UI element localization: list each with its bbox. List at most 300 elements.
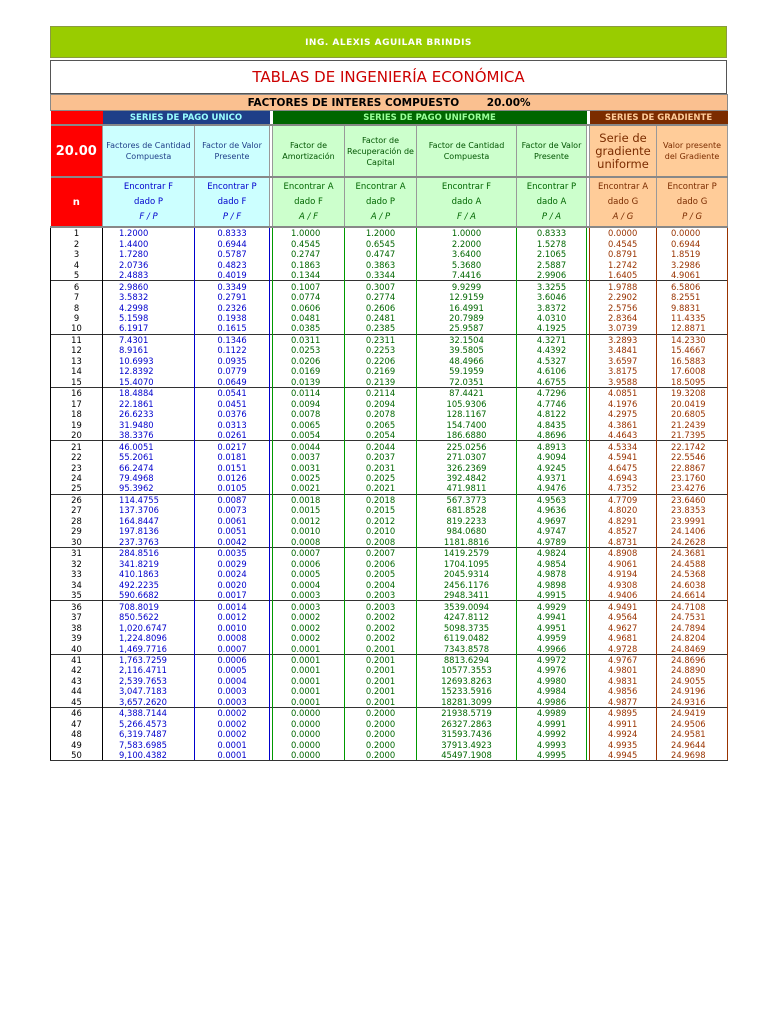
factor-cell: 20.7989 <box>417 313 517 323</box>
factor-cell: 3.2893 <box>590 334 657 345</box>
factor-cell: 4.9924 <box>590 729 657 739</box>
factor-cell: 3.2986 <box>657 259 728 269</box>
factor-cell: 0.1007 <box>273 281 345 292</box>
period-cell: 9 <box>51 313 103 323</box>
factor-cell: 0.0002 <box>273 633 345 643</box>
series-group-row <box>51 111 728 126</box>
factor-cell: 0.0114 <box>273 388 345 399</box>
table-row <box>51 473 728 483</box>
table-row <box>51 345 728 355</box>
table-row <box>51 399 728 409</box>
factor-cell: 4.4392 <box>517 345 587 355</box>
factor-cell: 392.4842 <box>417 473 517 483</box>
col-formula-pa <box>517 177 587 227</box>
factor-cell: 23.4276 <box>657 483 728 494</box>
col-given-label: dado G <box>607 196 639 207</box>
factor-cell: 15.4667 <box>657 345 728 355</box>
col-given-label: dado A <box>451 196 482 207</box>
interest-rate: 20.00% <box>486 96 531 109</box>
col-code-label: F / P <box>139 211 158 222</box>
factor-cell: 154.7400 <box>417 419 517 429</box>
factor-cell: 4.9945 <box>590 750 657 761</box>
factor-cell: 1.2742 <box>590 259 657 269</box>
table-row <box>51 601 728 612</box>
period-cell: 8 <box>51 302 103 312</box>
factor-cell: 6.1917 <box>103 323 195 334</box>
factor-cell: 4.9911 <box>590 719 657 729</box>
period-cell: 3 <box>51 249 103 259</box>
period-cell: 20 <box>51 430 103 441</box>
factor-cell: 7,583.6985 <box>103 740 195 750</box>
factor-cell: 8.2551 <box>657 292 728 302</box>
factor-cell: 4.1925 <box>517 323 587 334</box>
col-code-label: P / F <box>222 211 242 222</box>
period-cell: 44 <box>51 686 103 696</box>
factor-cell: 0.0004 <box>195 676 270 686</box>
factor-cell: 2.5756 <box>590 302 657 312</box>
factor-cell: 0.0002 <box>195 719 270 729</box>
period-cell: 45 <box>51 697 103 708</box>
factor-cell: 4.6106 <box>517 366 587 376</box>
period-cell: 49 <box>51 740 103 750</box>
factor-cell: 4.9767 <box>590 654 657 665</box>
factor-cell: 24.8469 <box>657 643 728 654</box>
factor-cell: 5.1598 <box>103 313 195 323</box>
period-cell: 28 <box>51 516 103 526</box>
factor-cell: 24.9581 <box>657 729 728 739</box>
factor-cell: 2.5887 <box>517 259 587 269</box>
factor-cell: 0.0000 <box>273 719 345 729</box>
factor-cell: 4.6475 <box>590 462 657 472</box>
factor-cell: 0.2000 <box>345 750 417 761</box>
group-uniform-series: SERIES DE PAGO UNIFORME <box>273 111 587 126</box>
factor-cell: 0.0014 <box>195 601 270 612</box>
factor-cell: 0.0008 <box>273 537 345 548</box>
table-row <box>51 366 728 376</box>
table-row <box>51 441 728 452</box>
factor-cell: 0.0001 <box>273 654 345 665</box>
factor-cell: 3539.0094 <box>417 601 517 612</box>
factor-cell: 7.4416 <box>417 270 517 281</box>
factor-cell: 0.2253 <box>345 345 417 355</box>
period-cell: 46 <box>51 708 103 719</box>
factor-cell: 0.0024 <box>195 569 270 579</box>
factor-cell: 0.2001 <box>345 654 417 665</box>
factor-cell: 38.3376 <box>103 430 195 441</box>
factor-cell: 23.1760 <box>657 473 728 483</box>
period-cell: 29 <box>51 526 103 536</box>
factor-cell: 0.0003 <box>195 686 270 696</box>
col-name-pa: Factor de Valor Presente <box>517 125 587 177</box>
factor-cell: 567.3773 <box>417 494 517 505</box>
factor-cell: 4.9245 <box>517 462 587 472</box>
factor-cell: 0.6545 <box>345 238 417 248</box>
factor-cell: 0.0126 <box>195 473 270 483</box>
factor-cell: 24.3681 <box>657 548 728 559</box>
factor-cell: 2.9906 <box>517 270 587 281</box>
page-title: TABLAS DE INGENIERÍA ECONÓMICA <box>50 60 727 94</box>
table-row <box>51 419 728 429</box>
factor-cell: 0.2169 <box>345 366 417 376</box>
factor-cell: 0.0017 <box>195 590 270 601</box>
factor-cell: 24.9698 <box>657 750 728 761</box>
factor-cell: 24.4588 <box>657 559 728 569</box>
factor-cell: 0.2018 <box>345 494 417 505</box>
factor-cell: 4.9697 <box>517 516 587 526</box>
factor-cell: 0.0253 <box>273 345 345 355</box>
factor-cell: 21938.5719 <box>417 708 517 719</box>
period-cell: 15 <box>51 377 103 388</box>
table-row <box>51 612 728 622</box>
factor-cell: 4.3271 <box>517 334 587 345</box>
factor-cell: 45497.1908 <box>417 750 517 761</box>
factor-cell: 1.0000 <box>273 227 345 238</box>
factor-cell: 0.0044 <box>273 441 345 452</box>
factor-cell: 4.9636 <box>517 505 587 515</box>
factor-cell: 0.6944 <box>657 238 728 248</box>
factor-cell: 4.9898 <box>517 579 587 589</box>
factor-name-row <box>51 125 728 177</box>
factor-cell: 0.0935 <box>195 356 270 366</box>
factor-cell: 4.0851 <box>590 388 657 399</box>
col-formula-ag <box>590 177 657 227</box>
factor-cell: 4.8435 <box>517 419 587 429</box>
period-cell: 30 <box>51 537 103 548</box>
col-code-label: A / G <box>612 211 634 222</box>
col-name-fp: Factores de Cantidad Compuesta <box>103 125 195 177</box>
factor-cell: 0.3007 <box>345 281 417 292</box>
factor-cell: 4.5941 <box>590 452 657 462</box>
factor-cell: 0.0261 <box>195 430 270 441</box>
factor-cell: 0.0018 <box>273 494 345 505</box>
factor-cell: 18.4884 <box>103 388 195 399</box>
factor-cell: 4.9972 <box>517 654 587 665</box>
table-row <box>51 259 728 269</box>
factor-cell: 0.2001 <box>345 643 417 654</box>
factor-cell: 0.2078 <box>345 409 417 419</box>
factor-cell: 20.0419 <box>657 399 728 409</box>
factor-cell: 0.0774 <box>273 292 345 302</box>
factor-cell: 4.9371 <box>517 473 587 483</box>
factor-cell: 2.1065 <box>517 249 587 259</box>
factor-cell: 0.2015 <box>345 505 417 515</box>
factor-cell: 0.0078 <box>273 409 345 419</box>
factor-cell: 1.5278 <box>517 238 587 248</box>
factor-cell: 4.4643 <box>590 430 657 441</box>
factor-cell: 59.1959 <box>417 366 517 376</box>
table-row <box>51 579 728 589</box>
factor-table-sheet <box>50 26 727 761</box>
factor-cell: 24.2628 <box>657 537 728 548</box>
factor-cell: 4.6755 <box>517 377 587 388</box>
factor-cell: 37913.4923 <box>417 740 517 750</box>
factor-cell: 0.0029 <box>195 559 270 569</box>
factor-cell: 24.9055 <box>657 676 728 686</box>
period-cell: 6 <box>51 281 103 292</box>
col-name-pf: Factor de Valor Presente <box>195 125 270 177</box>
col-code-label: P / G <box>682 211 703 222</box>
factor-cell: 4.9856 <box>590 686 657 696</box>
factor-cell: 4.9989 <box>517 708 587 719</box>
factor-cell: 12.8871 <box>657 323 728 334</box>
factor-cell: 4.7746 <box>517 399 587 409</box>
table-row <box>51 740 728 750</box>
table-row <box>51 452 728 462</box>
period-cell: 38 <box>51 622 103 632</box>
factor-cell: 4.8913 <box>517 441 587 452</box>
factor-cell: 237.3763 <box>103 537 195 548</box>
factor-cell: 4.9935 <box>590 740 657 750</box>
factor-cell: 0.0481 <box>273 313 345 323</box>
factor-cell: 55.2061 <box>103 452 195 462</box>
col-name-fa: Factor de Cantidad Compuesta <box>417 125 517 177</box>
col-find-label: Encontrar A <box>283 181 334 192</box>
factor-cell: 4.9966 <box>517 643 587 654</box>
period-cell: 42 <box>51 665 103 675</box>
period-cell: 2 <box>51 238 103 248</box>
col-code-label: A / P <box>370 211 391 222</box>
factor-cell: 0.2139 <box>345 377 417 388</box>
table-row <box>51 249 728 259</box>
table-row <box>51 719 728 729</box>
factor-cell: 0.2025 <box>345 473 417 483</box>
factor-cell: 1.2000 <box>345 227 417 238</box>
period-cell: 10 <box>51 323 103 334</box>
group-gradient-series: SERIES DE GRADIENTE <box>590 111 728 126</box>
factor-cell: 0.2003 <box>345 590 417 601</box>
factor-code-row <box>51 177 728 227</box>
factor-cell: 4.7352 <box>590 483 657 494</box>
factor-cell: 0.2004 <box>345 579 417 589</box>
factor-cell: 25.9587 <box>417 323 517 334</box>
factor-cell: 0.2001 <box>345 665 417 675</box>
factor-cell: 0.2114 <box>345 388 417 399</box>
factor-cell: 128.1167 <box>417 409 517 419</box>
factor-cell: 4.9984 <box>517 686 587 696</box>
factor-cell: 3.4841 <box>590 345 657 355</box>
col-name-ap: Factor de Recuperación de Capital <box>345 125 417 177</box>
factor-cell: 4.9941 <box>517 612 587 622</box>
factor-cell: 0.1938 <box>195 313 270 323</box>
table-row <box>51 548 728 559</box>
factor-cell: 0.2481 <box>345 313 417 323</box>
factor-cell: 0.2044 <box>345 441 417 452</box>
factor-cell: 0.0000 <box>657 227 728 238</box>
factor-cell: 2.4883 <box>103 270 195 281</box>
period-cell: 21 <box>51 441 103 452</box>
factor-cell: 0.0051 <box>195 526 270 536</box>
factor-cell: 681.8528 <box>417 505 517 515</box>
period-cell: 12 <box>51 345 103 355</box>
factor-cell: 1.6405 <box>590 270 657 281</box>
factor-cell: 0.2006 <box>345 559 417 569</box>
period-cell: 27 <box>51 505 103 515</box>
period-cell: 1 <box>51 227 103 238</box>
factor-cell: 24.7108 <box>657 601 728 612</box>
table-row <box>51 505 728 515</box>
factor-cell: 2.2000 <box>417 238 517 248</box>
factor-cell: 0.0008 <box>195 633 270 643</box>
factor-cell: 0.0025 <box>273 473 345 483</box>
factor-cell: 4.9895 <box>590 708 657 719</box>
factor-cell: 22.1861 <box>103 399 195 409</box>
period-cell: 23 <box>51 462 103 472</box>
factor-cell: 0.2002 <box>345 612 417 622</box>
col-find-label: Encontrar A <box>597 181 649 192</box>
factor-cell: 23.9991 <box>657 516 728 526</box>
col-find-label: Encontrar P <box>207 181 257 192</box>
factor-cell: 0.2000 <box>345 708 417 719</box>
factor-cell: 0.0376 <box>195 409 270 419</box>
factor-cell: 2.8364 <box>590 313 657 323</box>
factor-cell: 2456.1176 <box>417 579 517 589</box>
factor-cell: 8.9161 <box>103 345 195 355</box>
factor-cell: 0.0087 <box>195 494 270 505</box>
period-cell: 18 <box>51 409 103 419</box>
factor-cell: 1419.2579 <box>417 548 517 559</box>
factor-cell: 5,266.4573 <box>103 719 195 729</box>
factor-cell: 22.1742 <box>657 441 728 452</box>
factor-cell: 271.0307 <box>417 452 517 462</box>
table-row <box>51 665 728 675</box>
factor-cell: 0.2774 <box>345 292 417 302</box>
factor-cell: 0.0001 <box>273 643 345 654</box>
factor-cell: 0.2606 <box>345 302 417 312</box>
factor-cell: 0.0042 <box>195 537 270 548</box>
factor-cell: 0.2326 <box>195 302 270 312</box>
factor-cell: 1.0000 <box>417 227 517 238</box>
factor-cell: 3,657.2620 <box>103 697 195 708</box>
factor-cell: 4.7296 <box>517 388 587 399</box>
table-row <box>51 750 728 761</box>
factor-cell: 0.8791 <box>590 249 657 259</box>
factor-cell: 12693.8263 <box>417 676 517 686</box>
table-row <box>51 559 728 569</box>
factor-cell: 0.4545 <box>590 238 657 248</box>
table-row <box>51 323 728 334</box>
factor-cell: 24.9644 <box>657 740 728 750</box>
factor-cell: 0.2005 <box>345 569 417 579</box>
factor-cell: 24.9419 <box>657 708 728 719</box>
factor-cell: 0.3349 <box>195 281 270 292</box>
factor-cell: 4.9878 <box>517 569 587 579</box>
factor-cell: 3.6400 <box>417 249 517 259</box>
factor-cell: 4.9951 <box>517 622 587 632</box>
factor-cell: 4,388.7144 <box>103 708 195 719</box>
factor-cell: 18281.3099 <box>417 697 517 708</box>
factor-cell: 15233.5916 <box>417 686 517 696</box>
factor-cell: 4.9915 <box>517 590 587 601</box>
table-row <box>51 537 728 548</box>
col-given-label: dado F <box>294 196 323 207</box>
factor-cell: 1,224.8096 <box>103 633 195 643</box>
factor-cell: 21.2439 <box>657 419 728 429</box>
factor-cell: 4.9627 <box>590 622 657 632</box>
factor-cell: 186.6880 <box>417 430 517 441</box>
period-cell: 22 <box>51 452 103 462</box>
factor-cell: 114.4755 <box>103 494 195 505</box>
period-cell: 16 <box>51 388 103 399</box>
factor-cell: 0.0001 <box>195 740 270 750</box>
factor-cell: 12.8392 <box>103 366 195 376</box>
factor-cell: 3,047.7183 <box>103 686 195 696</box>
factor-cell: 23.8353 <box>657 505 728 515</box>
factor-cell: 7343.8578 <box>417 643 517 654</box>
factor-cell: 197.8136 <box>103 526 195 536</box>
factor-cell: 0.0004 <box>273 579 345 589</box>
factor-cell: 3.5832 <box>103 292 195 302</box>
factor-cell: 0.0451 <box>195 399 270 409</box>
factor-cell: 0.3344 <box>345 270 417 281</box>
factor-cell: 4.9980 <box>517 676 587 686</box>
table-row <box>51 654 728 665</box>
factor-cell: 2.2902 <box>590 292 657 302</box>
factor-cell: 0.0003 <box>195 697 270 708</box>
factor-cell: 4.9854 <box>517 559 587 569</box>
factor-cell: 0.0012 <box>273 516 345 526</box>
col-given-label: dado A <box>536 196 567 207</box>
period-cell: 17 <box>51 399 103 409</box>
table-row <box>51 388 728 399</box>
factor-cell: 4.9976 <box>517 665 587 675</box>
factor-cell: 26327.2863 <box>417 719 517 729</box>
factor-cell: 3.6597 <box>590 356 657 366</box>
factor-cell: 0.0061 <box>195 516 270 526</box>
table-row <box>51 270 728 281</box>
n-label: n <box>51 177 103 227</box>
factor-cell: 0.0002 <box>273 622 345 632</box>
factor-cell: 0.8333 <box>517 227 587 238</box>
factor-cell: 17.6008 <box>657 366 728 376</box>
factor-cell: 0.0105 <box>195 483 270 494</box>
factor-cell: 5098.3735 <box>417 622 517 632</box>
factor-cell: 4.5334 <box>590 441 657 452</box>
factor-cell: 4.9991 <box>517 719 587 729</box>
factor-cell: 0.1344 <box>273 270 345 281</box>
factor-cell: 4.9801 <box>590 665 657 675</box>
factor-cell: 0.0001 <box>273 697 345 708</box>
factor-cell: 0.3863 <box>345 259 417 269</box>
compound-interest-row <box>51 95 728 111</box>
factor-cell: 4.6943 <box>590 473 657 483</box>
col-code-label: A / F <box>299 211 318 222</box>
factor-cell: 18.5095 <box>657 377 728 388</box>
factor-cell: 0.2000 <box>345 719 417 729</box>
table-row <box>51 633 728 643</box>
period-cell: 40 <box>51 643 103 654</box>
factor-cell: 0.0151 <box>195 462 270 472</box>
factor-cell: 0.2010 <box>345 526 417 536</box>
factor-cell: 0.0031 <box>273 462 345 472</box>
table-row <box>51 377 728 388</box>
period-cell: 13 <box>51 356 103 366</box>
period-cell: 19 <box>51 419 103 429</box>
factor-cell: 819.2233 <box>417 516 517 526</box>
factor-cell: 4.9681 <box>590 633 657 643</box>
factor-cell: 16.4991 <box>417 302 517 312</box>
factor-cell: 0.1863 <box>273 259 345 269</box>
factor-cell: 24.8204 <box>657 633 728 643</box>
factor-cell: 0.0001 <box>273 686 345 696</box>
factor-cell: 4.9728 <box>590 643 657 654</box>
period-cell: 41 <box>51 654 103 665</box>
factor-cell: 0.0037 <box>273 452 345 462</box>
col-name-af: Factor de Amortización <box>273 125 345 177</box>
factor-cell: 410.1863 <box>103 569 195 579</box>
factor-cell: 4.9995 <box>517 750 587 761</box>
table-row <box>51 483 728 494</box>
factor-cell: 4.9993 <box>517 740 587 750</box>
